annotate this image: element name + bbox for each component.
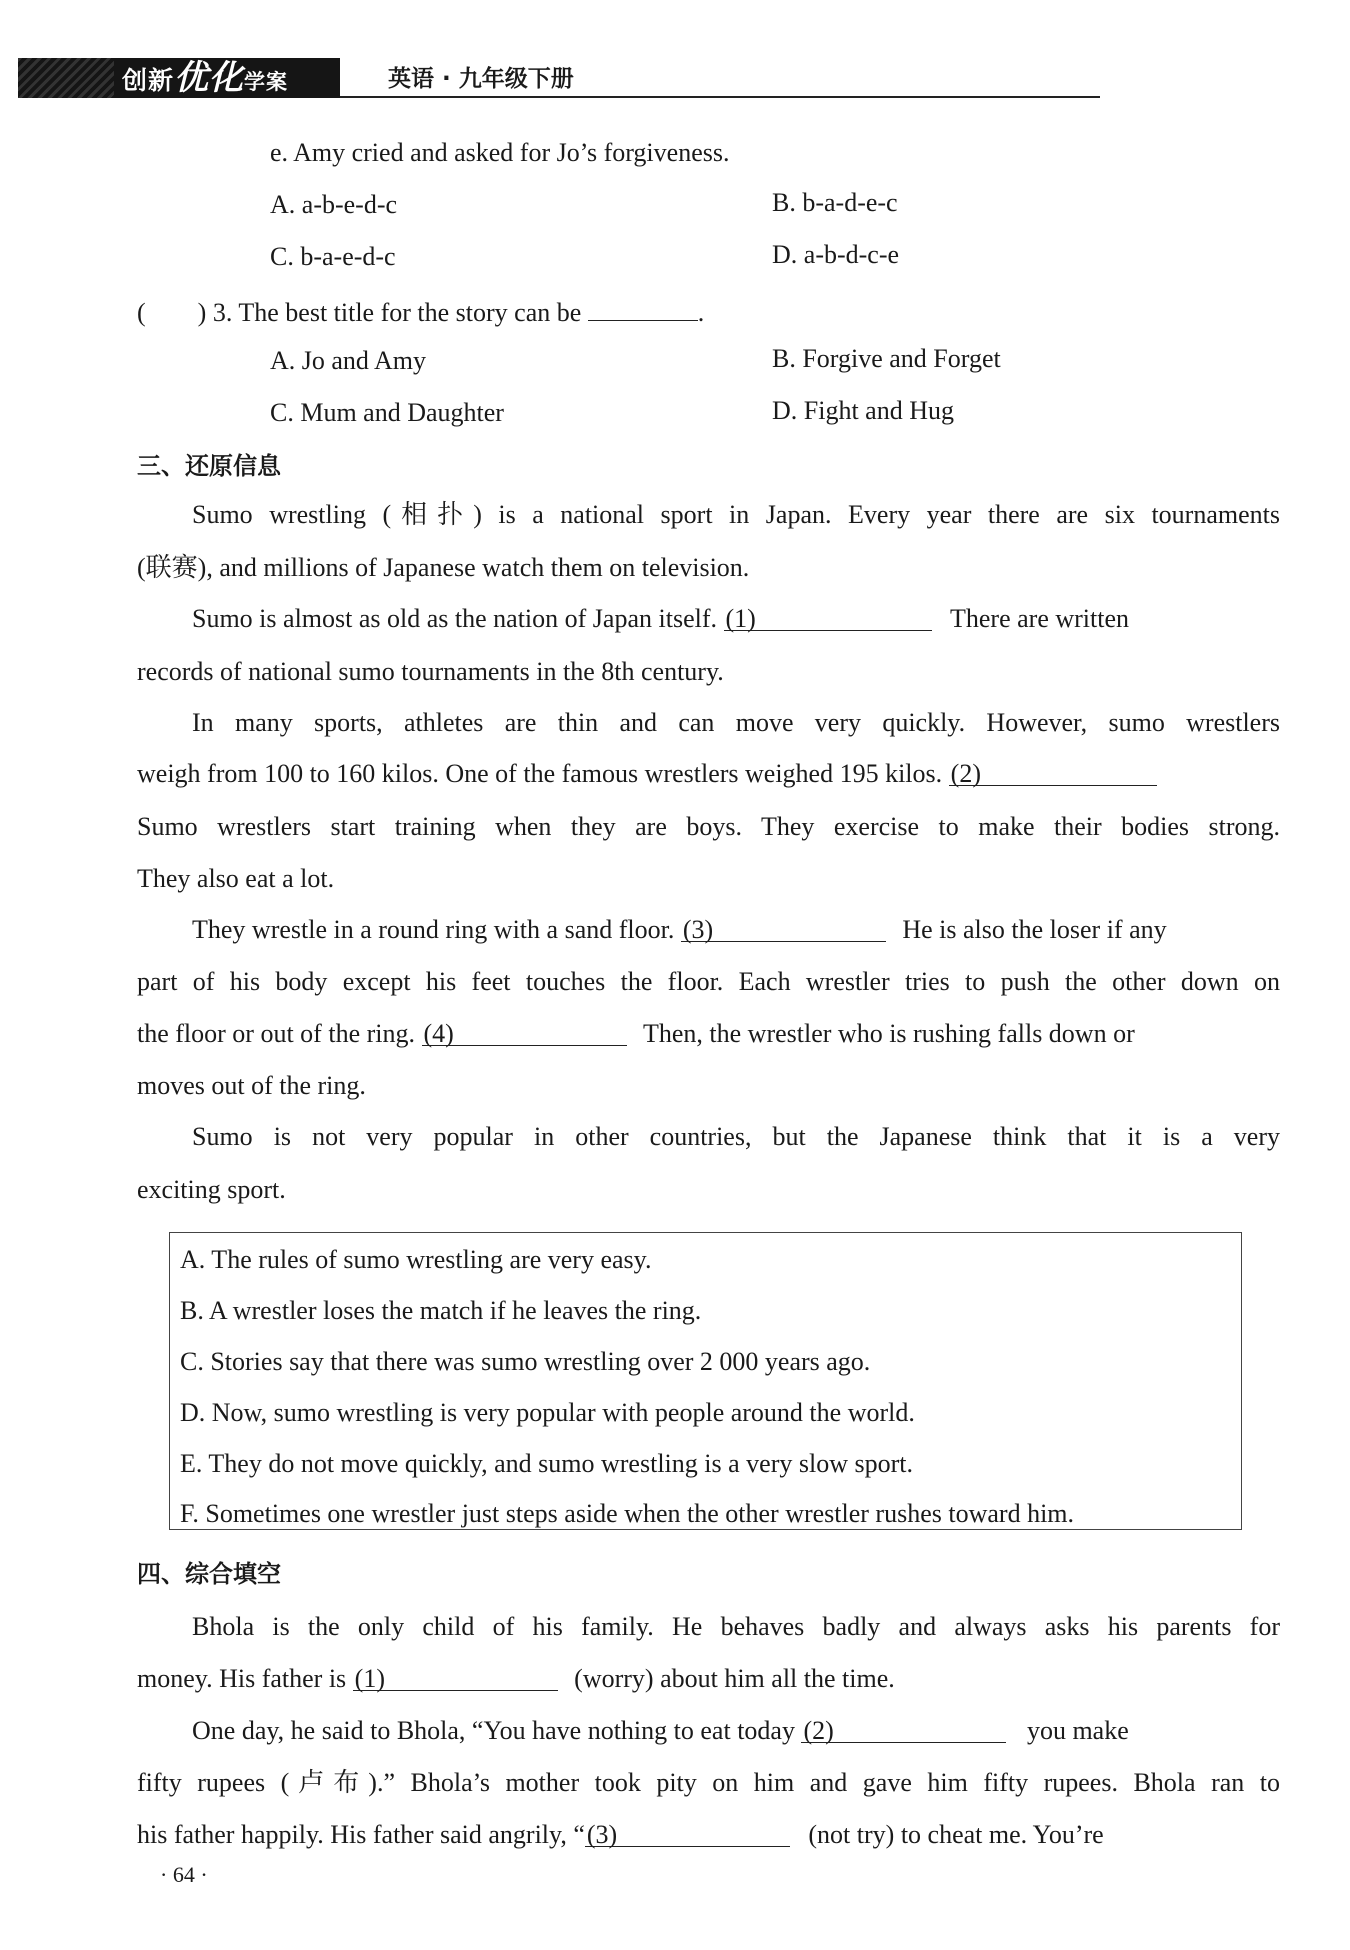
answer-blank-1[interactable] <box>353 1664 558 1691</box>
answer-blank-3[interactable] <box>681 915 886 942</box>
s3-paragraph-line: records of national sumo tournaments in the 8th century. <box>137 657 724 686</box>
s3-paragraph-line: They also eat a lot. <box>137 864 335 893</box>
section-4-title: 四、综合填空 <box>137 1560 281 1588</box>
answer-blank-3[interactable] <box>585 1820 790 1847</box>
answer-blank[interactable] <box>588 294 698 321</box>
option-d: D. Now, sumo wrestling is very popular with people around the world. <box>180 1398 915 1427</box>
option-e: E. They do not move quickly, and sumo wrestling is a very slow sport. <box>180 1449 913 1478</box>
option-f: F. Sometimes one wrestler just steps aside when the other wrestler rushes toward him. <box>180 1499 1075 1528</box>
s3-text: They wrestle in a round ring with a sand floor. <box>192 915 675 944</box>
blank-label: (3) <box>586 1820 618 1849</box>
s3-paragraph-line: exciting sport. <box>137 1175 286 1204</box>
s3-paragraph-line: moves out of the ring. <box>137 1071 366 1100</box>
book-title: 英语 · 九年级下册 <box>388 66 574 92</box>
answer-bracket[interactable]: ( ) <box>137 298 207 327</box>
s3-paragraph-line <box>192 915 1167 945</box>
s3-text: Sumo is almost as old as the nation of Japan itself. <box>192 604 717 633</box>
answer-blank-2[interactable] <box>949 759 1157 786</box>
s3-paragraph-line <box>137 759 1157 789</box>
section-3-title: 三、还原信息 <box>137 452 281 480</box>
q3-option-d: D. Fight and Hug <box>772 396 954 425</box>
question-3: ( ) 3. The best title for the story can be . <box>137 294 704 328</box>
s3-text: There are written <box>950 604 1130 633</box>
q3-option-c: C. Mum and Daughter <box>270 398 504 427</box>
s3-paragraph-line: In many sports, athletes are thin and can move very quickly. However, sumo wrestlers <box>192 708 1280 737</box>
blank-label: (2) <box>803 1716 834 1745</box>
s3-paragraph-line: Sumo wrestling (相扑) is a national sport in Japan. Every year there are six tournaments <box>192 500 1280 529</box>
brand-logo <box>18 58 340 98</box>
q3-option-a: A. Jo and Amy <box>270 346 426 375</box>
q2-option-a: A. a-b-e-d-c <box>270 190 398 219</box>
answer-blank-2[interactable] <box>801 1716 1006 1743</box>
s4-text: you make <box>1026 1716 1129 1745</box>
s4-paragraph-line <box>192 1716 1129 1746</box>
option-b: B. A wrestler loses the match if he leaves the ring. <box>180 1296 702 1325</box>
s4-paragraph-line <box>137 1664 895 1694</box>
answer-blank-1[interactable] <box>724 604 932 631</box>
s3-paragraph-line: part of his body except his feet touches the floor. Each wrestler tries to push the other down on <box>137 967 1280 996</box>
brand-text-3: 学案 <box>244 70 289 94</box>
q2-option-b: B. b-a-d-e-c <box>772 188 898 217</box>
s3-paragraph-line <box>137 1019 1135 1049</box>
s3-text: weigh from 100 to 160 kilos. One of the famous wrestlers weighed 195 kilos. <box>137 759 943 788</box>
option-c: C. Stories say that there was sumo wrestling over 2 000 years ago. <box>180 1347 871 1376</box>
blank-label: (1) <box>725 604 756 633</box>
header-rule <box>340 96 1100 98</box>
brand-text-1: 创新 <box>122 66 175 95</box>
blank-label: (1) <box>354 1664 385 1693</box>
s4-text: money. His father is <box>137 1664 347 1693</box>
s3-text: Then, the wrestler who is rushing falls down or <box>643 1019 1135 1048</box>
s4-text: One day, he said to Bhola, “You have nothing to eat today <box>192 1716 795 1745</box>
q3-option-b: B. Forgive and Forget <box>772 344 1001 373</box>
s3-paragraph-line <box>192 604 1129 634</box>
q2-option-c: C. b-a-e-d-c <box>270 242 396 271</box>
option-a: A. The rules of sumo wrestling are very easy. <box>180 1245 652 1274</box>
options-box <box>169 1232 1242 1530</box>
s4-paragraph-line <box>137 1820 1104 1850</box>
page-header <box>18 58 1078 100</box>
page-number: · 64 · <box>160 1862 208 1887</box>
s3-text: the floor or out of the ring. <box>137 1019 415 1048</box>
s3-paragraph-line: Sumo is not very popular in other countries, but the Japanese think that it is a very <box>192 1122 1280 1151</box>
brand-text-2: 优化 <box>174 58 245 98</box>
story-item-e: e. Amy cried and asked for Jo’s forgiveness. <box>270 138 730 167</box>
s4-text: (not try) to cheat me. You’re <box>808 1820 1104 1849</box>
s3-text: He is also the loser if any <box>902 915 1167 944</box>
blank-label: (3) <box>682 915 714 944</box>
blank-label: (2) <box>950 759 981 788</box>
s4-text: (worry) about him all the time. <box>574 1664 895 1693</box>
s4-paragraph-line: Bhola is the only child of his family. He behaves badly and always asks his parents for <box>192 1612 1280 1641</box>
s3-paragraph-line: (联赛), and millions of Japanese watch them on television. <box>137 553 750 582</box>
blank-label: (4) <box>423 1019 454 1048</box>
answer-blank-4[interactable] <box>422 1019 627 1046</box>
s4-text: his father happily. His father said angrily, “ <box>137 1820 585 1849</box>
s4-paragraph-line: fifty rupees (卢布).” Bhola’s mother took pity on him and gave him fifty rupees. Bhola ran to <box>137 1768 1280 1797</box>
question-3-text: 3. The best title for the story can be <box>212 298 582 327</box>
q2-option-d: D. a-b-d-c-e <box>772 240 900 269</box>
s3-paragraph-line: Sumo wrestlers start training when they are boys. They exercise to make their bodies strong. <box>137 812 1280 841</box>
